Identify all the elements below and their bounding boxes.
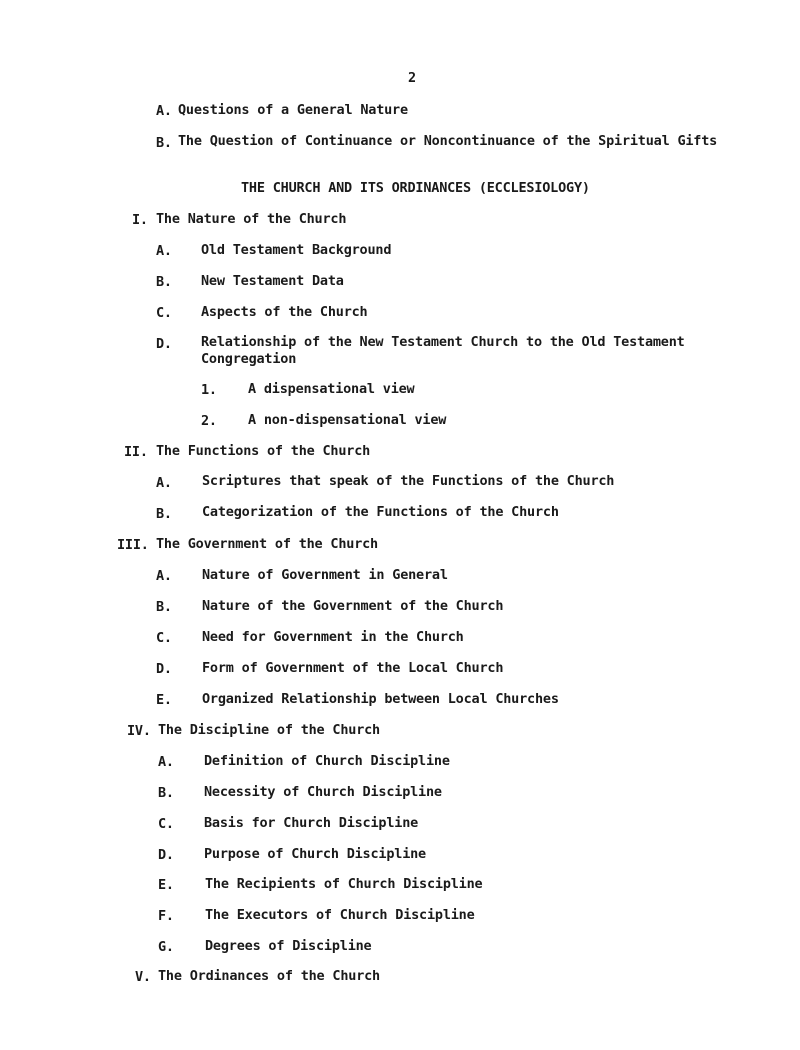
outline-item-text: Old Testament Background <box>201 242 392 258</box>
outline-subitem-marker: 1. <box>201 382 217 398</box>
outline-item-text-continued: Congregation <box>201 351 297 367</box>
outline-subitem-text: A dispensational view <box>248 381 415 397</box>
outline-section-title: The Discipline of the Church <box>158 722 380 738</box>
outline-item-text: Categorization of the Functions of the Church <box>202 504 559 520</box>
outline-marker: A. <box>156 475 172 491</box>
outline-section-title: The Functions of the Church <box>156 443 371 459</box>
outline-section-title: The Government of the Church <box>156 536 378 552</box>
outline-marker: B. <box>158 785 174 801</box>
outline-subitem-marker: 2. <box>201 413 217 429</box>
outline-numeral: V. <box>135 969 151 985</box>
outline-numeral: II. <box>124 444 148 460</box>
section-heading: THE CHURCH AND ITS ORDINANCES (ECCLESIOLOGY) <box>241 180 590 196</box>
outline-marker: F. <box>158 908 174 924</box>
outline-item-text: Nature of Government in General <box>202 567 448 583</box>
outline-marker: A. <box>156 243 172 259</box>
outline-marker: B. <box>156 506 172 522</box>
outline-item-text: Organized Relationship between Local Churches <box>202 691 559 707</box>
outline-marker: G. <box>158 939 174 955</box>
outline-marker: D. <box>158 847 174 863</box>
outline-marker: C. <box>158 816 174 832</box>
outline-item-text: The Question of Continuance or Noncontinuance of the Spiritual Gifts <box>178 133 718 149</box>
outline-item-text: Questions of a General Nature <box>178 102 408 118</box>
outline-item-text: New Testament Data <box>201 273 344 289</box>
outline-marker: B. <box>156 599 172 615</box>
outline-item-text: The Executors of Church Discipline <box>205 907 475 923</box>
outline-marker: E. <box>156 692 172 708</box>
outline-item-text: Basis for Church Discipline <box>204 815 419 831</box>
outline-numeral: I. <box>132 212 148 228</box>
page-number: 2 <box>408 70 416 86</box>
outline-item-text: The Recipients of Church Discipline <box>205 876 483 892</box>
outline-numeral: III. <box>117 537 149 553</box>
outline-item-text: Need for Government in the Church <box>202 629 464 645</box>
outline-item-text: Necessity of Church Discipline <box>204 784 442 800</box>
outline-item-text: Aspects of the Church <box>201 304 368 320</box>
outline-item-text: Nature of the Government of the Church <box>202 598 504 614</box>
outline-section-title: The Ordinances of the Church <box>158 968 380 984</box>
outline-marker: C. <box>156 630 172 646</box>
outline-marker: A. <box>156 103 172 119</box>
outline-marker: D. <box>156 661 172 677</box>
outline-marker: A. <box>158 754 174 770</box>
outline-item-text: Scriptures that speak of the Functions of the Church <box>202 473 615 489</box>
outline-marker: A. <box>156 568 172 584</box>
outline-marker: E. <box>158 877 174 893</box>
outline-marker: D. <box>156 336 172 352</box>
outline-subitem-text: A non-dispensational view <box>248 412 447 428</box>
outline-item-text: Degrees of Discipline <box>205 938 372 954</box>
outline-marker: B. <box>156 135 172 151</box>
outline-item-text: Relationship of the New Testament Church to the Old Testament <box>201 334 685 350</box>
outline-marker: C. <box>156 305 172 321</box>
outline-item-text: Form of Government of the Local Church <box>202 660 504 676</box>
outline-section-title: The Nature of the Church <box>156 211 347 227</box>
outline-item-text: Purpose of Church Discipline <box>204 846 426 862</box>
outline-marker: B. <box>156 274 172 290</box>
outline-item-text: Definition of Church Discipline <box>204 753 450 769</box>
outline-numeral: IV. <box>127 723 151 739</box>
